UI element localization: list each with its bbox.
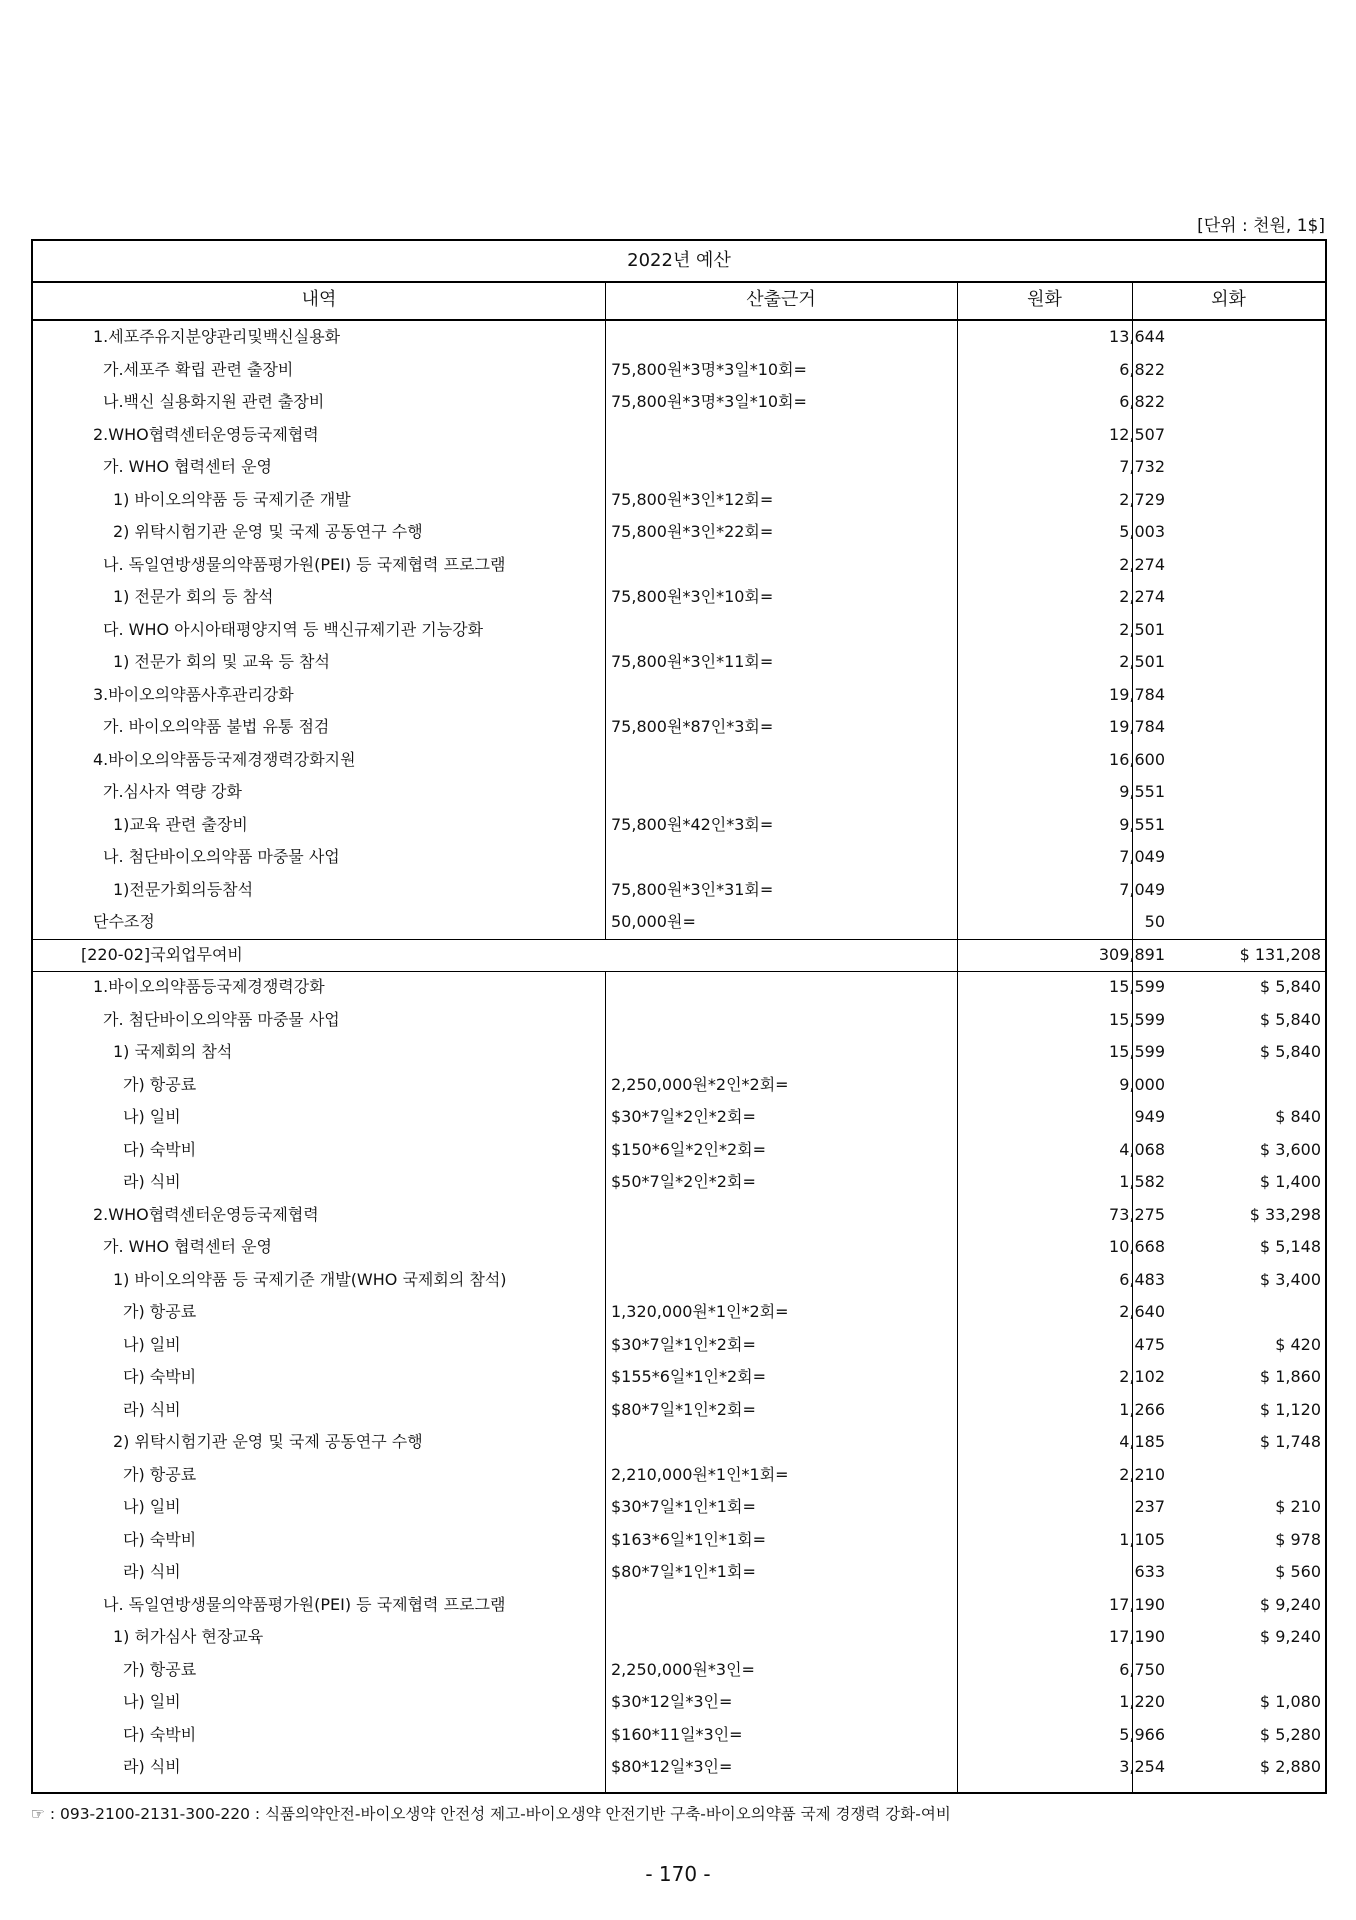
table-row	[33, 1459, 1325, 1492]
row-basis: $30*7일*2인*2회=	[611, 1107, 756, 1126]
row-desc: 다) 숙박비	[123, 1367, 197, 1386]
row-desc: 가. WHO 협력센터 운영	[103, 457, 272, 476]
row-won: 9,551	[1119, 782, 1165, 801]
section-row	[33, 939, 1325, 972]
row-desc: 라) 식비	[123, 1172, 181, 1191]
section-top-rule	[33, 939, 1325, 940]
row-desc: 1.세포주유지분양관리및백신실용화	[93, 327, 341, 346]
table-row	[33, 1296, 1325, 1329]
row-foreign: $ 840	[1275, 1107, 1321, 1126]
row-desc: 가) 항공료	[123, 1302, 197, 1321]
row-won: 6,483	[1119, 1269, 1165, 1289]
table-row	[33, 906, 1325, 939]
row-won: 50	[1144, 912, 1165, 931]
table-row	[33, 1134, 1325, 1167]
budget-year-title: 2022년 예산	[33, 241, 1325, 283]
row-desc: 1) 바이오의약품 등 국제기준 개발	[113, 489, 351, 509]
row-basis: $30*12일*3인=	[611, 1692, 733, 1711]
row-won: 73,275	[1109, 1204, 1165, 1224]
table-row	[33, 1231, 1325, 1264]
row-won: 2,501	[1119, 652, 1165, 671]
table-row	[33, 614, 1325, 647]
row-desc: 1)교육 관련 출장비	[113, 814, 248, 834]
row-foreign: $ 1,120	[1259, 1399, 1321, 1419]
table-row	[33, 1361, 1325, 1394]
table-row	[33, 1004, 1325, 1037]
budget-table	[31, 239, 1327, 1794]
row-foreign: $ 978	[1275, 1529, 1321, 1549]
row-foreign: $ 33,298	[1249, 1204, 1321, 1224]
table-row	[33, 841, 1325, 874]
row-foreign: $ 5,840	[1259, 1009, 1321, 1029]
row-basis: $80*12일*3인=	[611, 1757, 733, 1776]
row-basis: 75,800원*87인*3회=	[611, 717, 774, 736]
row-desc: 1.바이오의약품등국제경쟁력강화	[93, 977, 325, 996]
row-foreign: $ 5,148	[1259, 1237, 1321, 1256]
row-won: 5,003	[1119, 522, 1165, 541]
row-desc: 나) 일비	[123, 1692, 181, 1711]
table-row	[33, 646, 1325, 679]
row-foreign: $ 3,600	[1259, 1139, 1321, 1159]
row-basis: $80*7일*1인*2회=	[611, 1399, 756, 1419]
table-row	[33, 1426, 1325, 1459]
table-row	[33, 809, 1325, 842]
row-basis: $50*7일*2인*2회=	[611, 1172, 756, 1191]
row-won: 16,600	[1109, 749, 1165, 769]
row-basis: $150*6일*2인*2회=	[611, 1139, 767, 1159]
row-desc: 2.WHO협력센터운영등국제협력	[93, 1204, 319, 1224]
row-won: 1,266	[1119, 1399, 1165, 1419]
row-desc: 가.세포주 확립 관련 출장비	[103, 359, 294, 379]
row-foreign: $ 5,280	[1259, 1724, 1321, 1744]
table-row	[33, 1394, 1325, 1427]
table-row	[33, 386, 1325, 419]
unit-note: [단위 : 천원, 1$]	[1197, 216, 1325, 236]
row-foreign: $ 1,748	[1259, 1432, 1321, 1451]
table-row	[33, 1166, 1325, 1199]
row-won: 4,068	[1119, 1139, 1165, 1159]
row-desc: 3.바이오의약품사후관리강화	[93, 684, 294, 704]
row-foreign: $ 210	[1275, 1497, 1321, 1516]
row-won: 2,729	[1119, 489, 1165, 509]
row-won: 1,105	[1119, 1529, 1165, 1549]
row-basis: $155*6일*1인*2회=	[611, 1367, 767, 1386]
row-desc: 라) 식비	[123, 1562, 181, 1581]
table-row	[33, 516, 1325, 549]
row-desc: 2) 위탁시험기관 운영 및 국제 공동연구 수행	[113, 522, 423, 541]
row-basis: 75,800원*3명*3일*10회=	[611, 392, 807, 411]
row-desc: 다) 숙박비	[123, 1724, 197, 1744]
row-won: 15,599	[1109, 1042, 1165, 1061]
table-row	[33, 451, 1325, 484]
row-won: 19,784	[1109, 684, 1165, 704]
table-row	[33, 1491, 1325, 1524]
table-row	[33, 1686, 1325, 1719]
table-row	[33, 419, 1325, 452]
row-desc: [220-02]국외업무여비	[81, 944, 243, 964]
row-desc: 나) 일비	[123, 1497, 181, 1516]
row-won: 2,274	[1119, 587, 1165, 606]
row-won: 19,784	[1109, 717, 1165, 736]
row-won: 10,668	[1109, 1237, 1165, 1256]
row-basis: 75,800원*42인*3회=	[611, 814, 774, 834]
row-basis: 2,210,000원*1인*1회=	[611, 1464, 789, 1484]
row-won: 475	[1134, 1334, 1165, 1354]
row-basis: 1,320,000원*1인*2회=	[611, 1302, 789, 1321]
row-desc: 4.바이오의약품등국제경쟁력강화지원	[93, 749, 356, 769]
row-foreign: $ 1,080	[1259, 1692, 1321, 1711]
table-row	[33, 744, 1325, 777]
row-won: 17,190	[1109, 1594, 1165, 1614]
row-basis: 75,800원*3인*11회=	[611, 652, 774, 671]
row-won: 17,190	[1109, 1627, 1165, 1646]
row-basis: 75,800원*3인*10회=	[611, 587, 774, 606]
row-desc: 나.백신 실용화지원 관련 출장비	[103, 392, 325, 411]
row-basis: 75,800원*3명*3일*10회=	[611, 359, 807, 379]
row-won: 6,750	[1119, 1659, 1165, 1679]
row-foreign: $ 2,880	[1259, 1757, 1321, 1776]
header-basis: 산출근거	[746, 289, 816, 310]
row-desc: 1) 국제회의 참석	[113, 1042, 233, 1061]
table-row	[33, 581, 1325, 614]
row-won: 15,599	[1109, 977, 1165, 996]
table-row	[33, 971, 1325, 1004]
row-won: 237	[1134, 1497, 1165, 1516]
table-row	[33, 484, 1325, 517]
row-won: 9,000	[1119, 1074, 1165, 1094]
row-foreign: $ 420	[1275, 1334, 1321, 1354]
row-desc: 1) 허가심사 현장교육	[113, 1627, 264, 1646]
row-basis: 2,250,000원*2인*2회=	[611, 1074, 789, 1094]
table-row	[33, 1556, 1325, 1589]
row-won: 2,210	[1119, 1464, 1165, 1484]
row-won: 6,822	[1119, 392, 1165, 411]
row-won: 7,732	[1119, 457, 1165, 476]
table-row	[33, 1654, 1325, 1687]
row-desc: 다. WHO 아시아태평양지역 등 백신규제기관 기능강화	[103, 619, 484, 639]
row-foreign: $ 1,860	[1259, 1367, 1321, 1386]
row-won: 7,049	[1119, 879, 1165, 899]
table-row	[33, 1719, 1325, 1752]
table-row	[33, 1036, 1325, 1069]
row-desc: 가. WHO 협력센터 운영	[103, 1237, 272, 1256]
row-basis: $80*7일*1인*1회=	[611, 1562, 756, 1581]
row-won: 1,582	[1119, 1172, 1165, 1191]
row-desc: 2) 위탁시험기관 운영 및 국제 공동연구 수행	[113, 1432, 423, 1451]
row-desc: 나. 첨단바이오의약품 마중물 사업	[103, 847, 340, 866]
row-desc: 가. 바이오의약품 불법 유통 점검	[103, 717, 330, 736]
row-won: 7,049	[1119, 847, 1165, 866]
row-desc: 가. 첨단바이오의약품 마중물 사업	[103, 1009, 340, 1029]
table-row	[33, 776, 1325, 809]
row-basis: 75,800원*3인*31회=	[611, 879, 774, 899]
row-desc: 라) 식비	[123, 1757, 181, 1776]
row-won: 12,507	[1109, 424, 1165, 444]
header-foreign: 외화	[1211, 289, 1246, 310]
row-foreign: $ 9,240	[1259, 1594, 1321, 1614]
table-row	[33, 1589, 1325, 1622]
row-foreign: $ 5,840	[1259, 1042, 1321, 1061]
row-desc: 다) 숙박비	[123, 1139, 197, 1159]
row-basis: $160*11일*3인=	[611, 1724, 743, 1744]
row-won: 2,640	[1119, 1302, 1165, 1321]
table-row	[33, 321, 1325, 354]
row-desc: 나. 독일연방생물의약품평가원(PEI) 등 국제협력 프로그램	[103, 554, 506, 574]
table-row	[33, 354, 1325, 387]
row-won: 1,220	[1119, 1692, 1165, 1711]
table-row	[33, 1621, 1325, 1654]
table-row	[33, 711, 1325, 744]
row-foreign: $ 1,400	[1259, 1172, 1321, 1191]
table-row	[33, 679, 1325, 712]
row-desc: 단수조정	[93, 912, 155, 931]
header-desc: 내역	[301, 289, 337, 310]
row-won: 4,185	[1119, 1432, 1165, 1451]
row-won: 6,822	[1119, 359, 1165, 379]
row-basis: 75,800원*3인*22회=	[611, 522, 774, 541]
table-row	[33, 1069, 1325, 1102]
row-won: 9,551	[1119, 814, 1165, 834]
row-desc: 1) 전문가 회의 등 참석	[113, 587, 274, 606]
row-desc: 다) 숙박비	[123, 1529, 197, 1549]
table-row	[33, 1199, 1325, 1232]
row-foreign: $ 131,208	[1239, 944, 1321, 964]
row-desc: 가) 항공료	[123, 1464, 197, 1484]
row-won: 309,891	[1098, 944, 1165, 964]
row-foreign: $ 3,400	[1259, 1269, 1321, 1289]
table-row	[33, 1264, 1325, 1297]
row-won: 949	[1134, 1107, 1165, 1126]
row-won: 2,102	[1119, 1367, 1165, 1386]
row-basis: 50,000원=	[611, 912, 696, 931]
table-row	[33, 1101, 1325, 1134]
row-desc: 가.심사자 역량 강화	[103, 782, 242, 801]
row-basis: 2,250,000원*3인=	[611, 1659, 755, 1679]
row-desc: 가) 항공료	[123, 1074, 197, 1094]
row-desc: 1) 전문가 회의 및 교육 등 참석	[113, 652, 330, 671]
table-row	[33, 549, 1325, 582]
table-row	[33, 1751, 1325, 1784]
row-won: 5,966	[1119, 1724, 1165, 1744]
row-basis: $30*7일*1인*2회=	[611, 1334, 756, 1354]
page-number: - 170 -	[645, 1862, 711, 1886]
row-basis: $163*6일*1인*1회=	[611, 1529, 767, 1549]
budget-code-reference: ☞ : 093-2100-2131-300-220 : 식품의약안전-바이오생약 안전성 제고-바이오생약 안전기반 구축-바이오의약품 국제 경쟁력 강화-여비	[31, 1805, 951, 1823]
table-row	[33, 874, 1325, 907]
row-desc: 1)전문가회의등참석	[113, 879, 254, 899]
row-foreign: $ 560	[1275, 1562, 1321, 1581]
row-desc: 가) 항공료	[123, 1659, 197, 1679]
table-row	[33, 1524, 1325, 1557]
row-foreign: $ 9,240	[1259, 1627, 1321, 1646]
table-row	[33, 1329, 1325, 1362]
row-foreign: $ 5,840	[1259, 977, 1321, 996]
row-basis: 75,800원*3인*12회=	[611, 489, 774, 509]
row-desc: 나) 일비	[123, 1107, 181, 1126]
row-won: 2,274	[1119, 554, 1165, 574]
row-desc: 2.WHO협력센터운영등국제협력	[93, 424, 319, 444]
row-desc: 1) 바이오의약품 등 국제기준 개발(WHO 국제회의 참석)	[113, 1269, 507, 1289]
row-basis: $30*7일*1인*1회=	[611, 1497, 756, 1516]
row-desc: 나) 일비	[123, 1334, 181, 1354]
header-won: 원화	[1027, 289, 1062, 310]
row-won: 633	[1134, 1562, 1165, 1581]
row-won: 3,254	[1119, 1757, 1165, 1776]
row-won: 15,599	[1109, 1009, 1165, 1029]
row-won: 2,501	[1119, 619, 1165, 639]
row-won: 13,644	[1109, 327, 1165, 346]
row-desc: 라) 식비	[123, 1399, 181, 1419]
row-desc: 나. 독일연방생물의약품평가원(PEI) 등 국제협력 프로그램	[103, 1594, 506, 1614]
